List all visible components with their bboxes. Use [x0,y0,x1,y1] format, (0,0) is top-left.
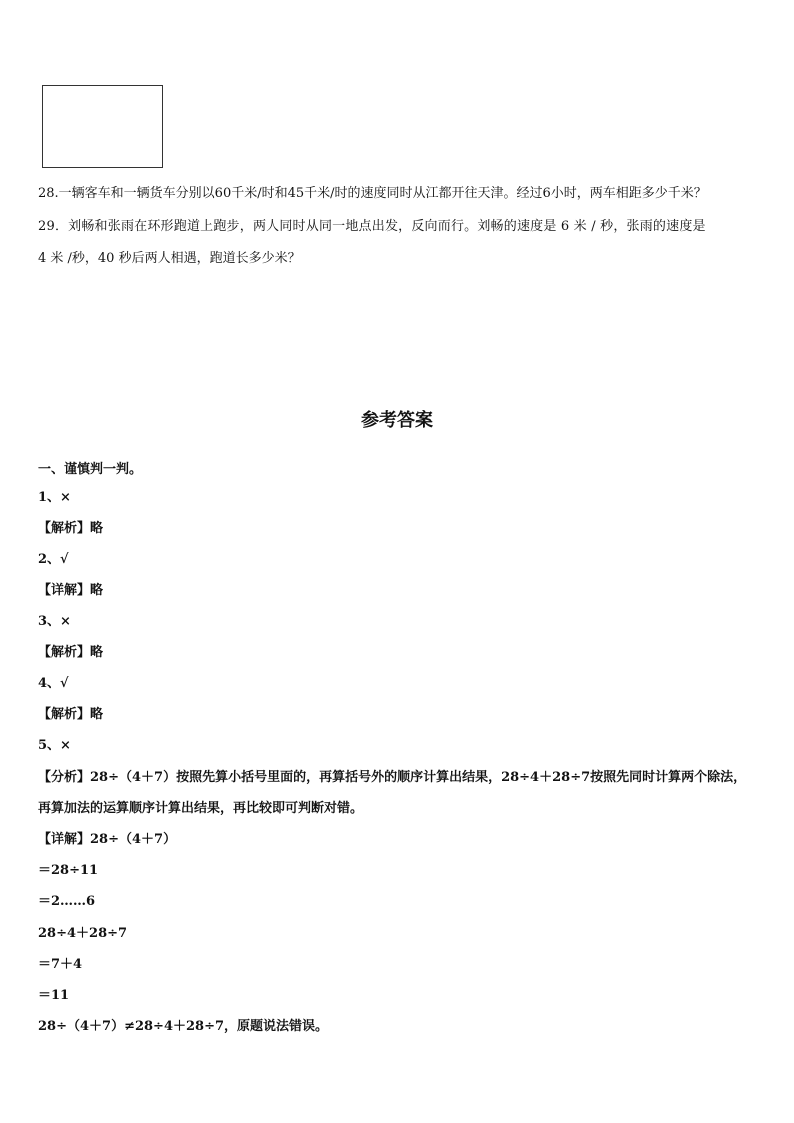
question-28: 28.一辆客车和一辆货车分别以60千米/时和45千米/时的速度同时从江都开往天津。经过6小时，两车相距多少千米？ [38,186,707,201]
answer-line: 4、√ [38,676,69,691]
blank-figure-rectangle [42,85,163,168]
answer-line: 1、× [38,490,71,505]
answer-line: 【详解】略 [38,583,104,598]
answer-line: 【详解】28÷（4＋7） [38,832,177,847]
section-1-heading: 一、谨慎判一判。 [38,462,143,477]
answer-line: 5、× [38,738,71,753]
answer-line: 28÷4＋28÷7 [38,926,128,941]
answer-line: 【分析】28÷（4＋7）按照先算小括号里面的，再算括号外的顺序计算出结果，28÷4＋28÷7按照先同时计算两个除法， [38,770,747,785]
answer-line: 【解析】略 [38,645,104,660]
answer-line: ＝2……6 [38,894,96,909]
answer-line: 【解析】略 [38,521,104,536]
answer-line: 28÷（4＋7）≠28÷4＋28÷7，原题说法错误。 [38,1019,329,1034]
answer-key-title: 参考答案 [361,410,433,431]
question-29-line-1: 29．刘畅和张雨在环形跑道上跑步，两人同时从同一地点出发，反向而行。刘畅的速度是 6 米 / 秒，张雨的速度是 [38,219,706,234]
answer-line: 【解析】略 [38,707,104,722]
answer-line: 2、√ [38,552,69,567]
answer-line: ＝11 [38,988,70,1003]
answer-line: 再算加法的运算顺序计算出结果，再比较即可判断对错。 [38,801,364,816]
question-29-line-2: 4 米 /秒，40 秒后两人相遇，跑道长多少米？ [38,251,301,266]
answer-line: ＝7＋4 [38,957,83,972]
answer-line: 3、× [38,614,71,629]
answer-line: ＝28÷11 [38,863,99,878]
